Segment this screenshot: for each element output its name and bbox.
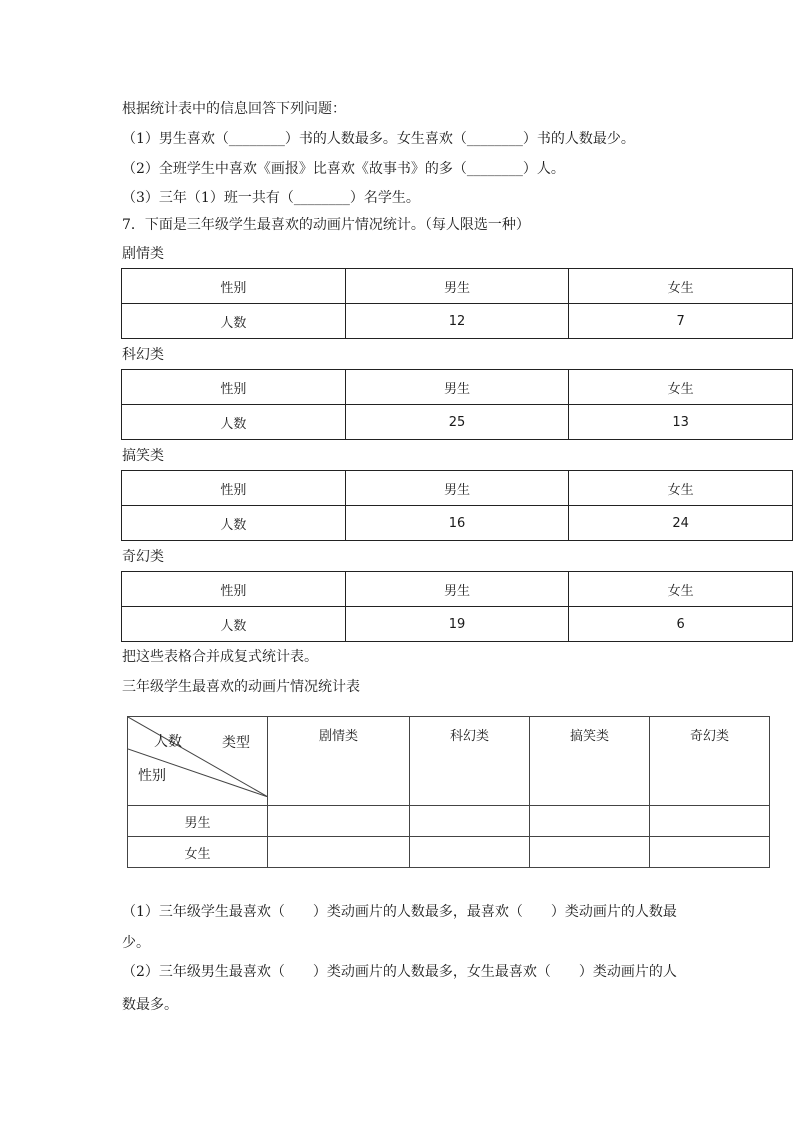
compound-table bbox=[127, 716, 770, 868]
q6-sub-2: （2）全班学生中喜欢《画报》比喜欢《故事书》的多（________）人。 bbox=[122, 161, 565, 177]
q7-question-1: （1）三年级学生最喜欢（ ）类动画片的人数最多，最喜欢（ ）类动画片的人数最 bbox=[122, 904, 677, 920]
table-cell: 13 bbox=[569, 405, 793, 440]
table-cell: 人数 bbox=[122, 506, 346, 541]
diag-label-count: 人数 bbox=[154, 734, 182, 750]
table-cell: 6 bbox=[569, 607, 793, 642]
diag-label-type: 类型 bbox=[222, 735, 250, 751]
table-fantasy bbox=[121, 571, 793, 642]
table-cell: 男生 bbox=[345, 269, 569, 304]
table-cell: 女生 bbox=[569, 269, 793, 304]
table-cell: 性别 bbox=[122, 269, 346, 304]
table-row bbox=[122, 572, 793, 607]
table-cell: 性别 bbox=[122, 572, 346, 607]
column-header: 搞笑类 bbox=[530, 717, 650, 806]
answer-cell[interactable] bbox=[410, 806, 530, 837]
answer-cell[interactable] bbox=[650, 806, 770, 837]
merge-instruction: 把这些表格合并成复式统计表。 bbox=[122, 649, 318, 665]
diagonal-header-cell bbox=[128, 717, 268, 806]
table-cell: 12 bbox=[345, 304, 569, 339]
table-comedy bbox=[121, 470, 793, 541]
q6-intro: 根据统计表中的信息回答下列问题： bbox=[122, 101, 346, 117]
answer-cell[interactable] bbox=[410, 837, 530, 868]
category-label-drama: 剧情类 bbox=[122, 246, 164, 262]
table-cell: 女生 bbox=[569, 572, 793, 607]
table-row bbox=[122, 506, 793, 541]
table-cell: 男生 bbox=[345, 572, 569, 607]
table-row bbox=[122, 607, 793, 642]
table-drama bbox=[121, 268, 793, 339]
category-label-comedy: 搞笑类 bbox=[122, 448, 164, 464]
table-cell: 24 bbox=[569, 506, 793, 541]
table-cell: 19 bbox=[345, 607, 569, 642]
table-cell: 16 bbox=[345, 506, 569, 541]
table-cell: 人数 bbox=[122, 405, 346, 440]
row-header: 女生 bbox=[128, 837, 268, 868]
table-cell: 性别 bbox=[122, 471, 346, 506]
compound-table-title: 三年级学生最喜欢的动画片情况统计表 bbox=[122, 679, 360, 695]
q7-question-1-cont: 少。 bbox=[122, 935, 150, 951]
row-header: 男生 bbox=[128, 806, 268, 837]
table-row bbox=[122, 304, 793, 339]
category-label-fantasy: 奇幻类 bbox=[122, 549, 164, 565]
table-cell: 男生 bbox=[345, 471, 569, 506]
table-row bbox=[128, 717, 770, 806]
answer-cell[interactable] bbox=[650, 837, 770, 868]
table-row bbox=[122, 405, 793, 440]
column-header: 科幻类 bbox=[410, 717, 530, 806]
table-cell: 男生 bbox=[345, 370, 569, 405]
table-cell: 女生 bbox=[569, 471, 793, 506]
q6-sub-1: （1）男生喜欢（________）书的人数最多。女生喜欢（________）书的人数最少。 bbox=[122, 131, 635, 147]
answer-cell[interactable] bbox=[268, 837, 410, 868]
table-cell: 7 bbox=[569, 304, 793, 339]
q7-question-2-cont: 数最多。 bbox=[122, 997, 178, 1013]
answer-cell[interactable] bbox=[268, 806, 410, 837]
q7-question-2: （2）三年级男生最喜欢（ ）类动画片的人数最多，女生最喜欢（ ）类动画片的人 bbox=[122, 964, 677, 980]
table-row bbox=[128, 837, 770, 868]
column-header: 奇幻类 bbox=[650, 717, 770, 806]
table-row bbox=[122, 471, 793, 506]
diagonal-lines bbox=[128, 717, 268, 797]
table-scifi bbox=[121, 369, 793, 440]
column-header: 剧情类 bbox=[268, 717, 410, 806]
q6-sub-3: （3）三年（1）班一共有（________）名学生。 bbox=[122, 190, 420, 206]
category-label-scifi: 科幻类 bbox=[122, 347, 164, 363]
table-row bbox=[122, 370, 793, 405]
q7-title: 7．下面是三年级学生最喜欢的动画片情况统计。（每人限选一种） bbox=[122, 217, 530, 233]
table-cell: 人数 bbox=[122, 607, 346, 642]
table-row bbox=[122, 269, 793, 304]
table-cell: 人数 bbox=[122, 304, 346, 339]
table-cell: 性别 bbox=[122, 370, 346, 405]
table-row bbox=[128, 806, 770, 837]
table-cell: 25 bbox=[345, 405, 569, 440]
diag-label-gender: 性别 bbox=[138, 768, 166, 784]
answer-cell[interactable] bbox=[530, 837, 650, 868]
table-cell: 女生 bbox=[569, 370, 793, 405]
answer-cell[interactable] bbox=[530, 806, 650, 837]
